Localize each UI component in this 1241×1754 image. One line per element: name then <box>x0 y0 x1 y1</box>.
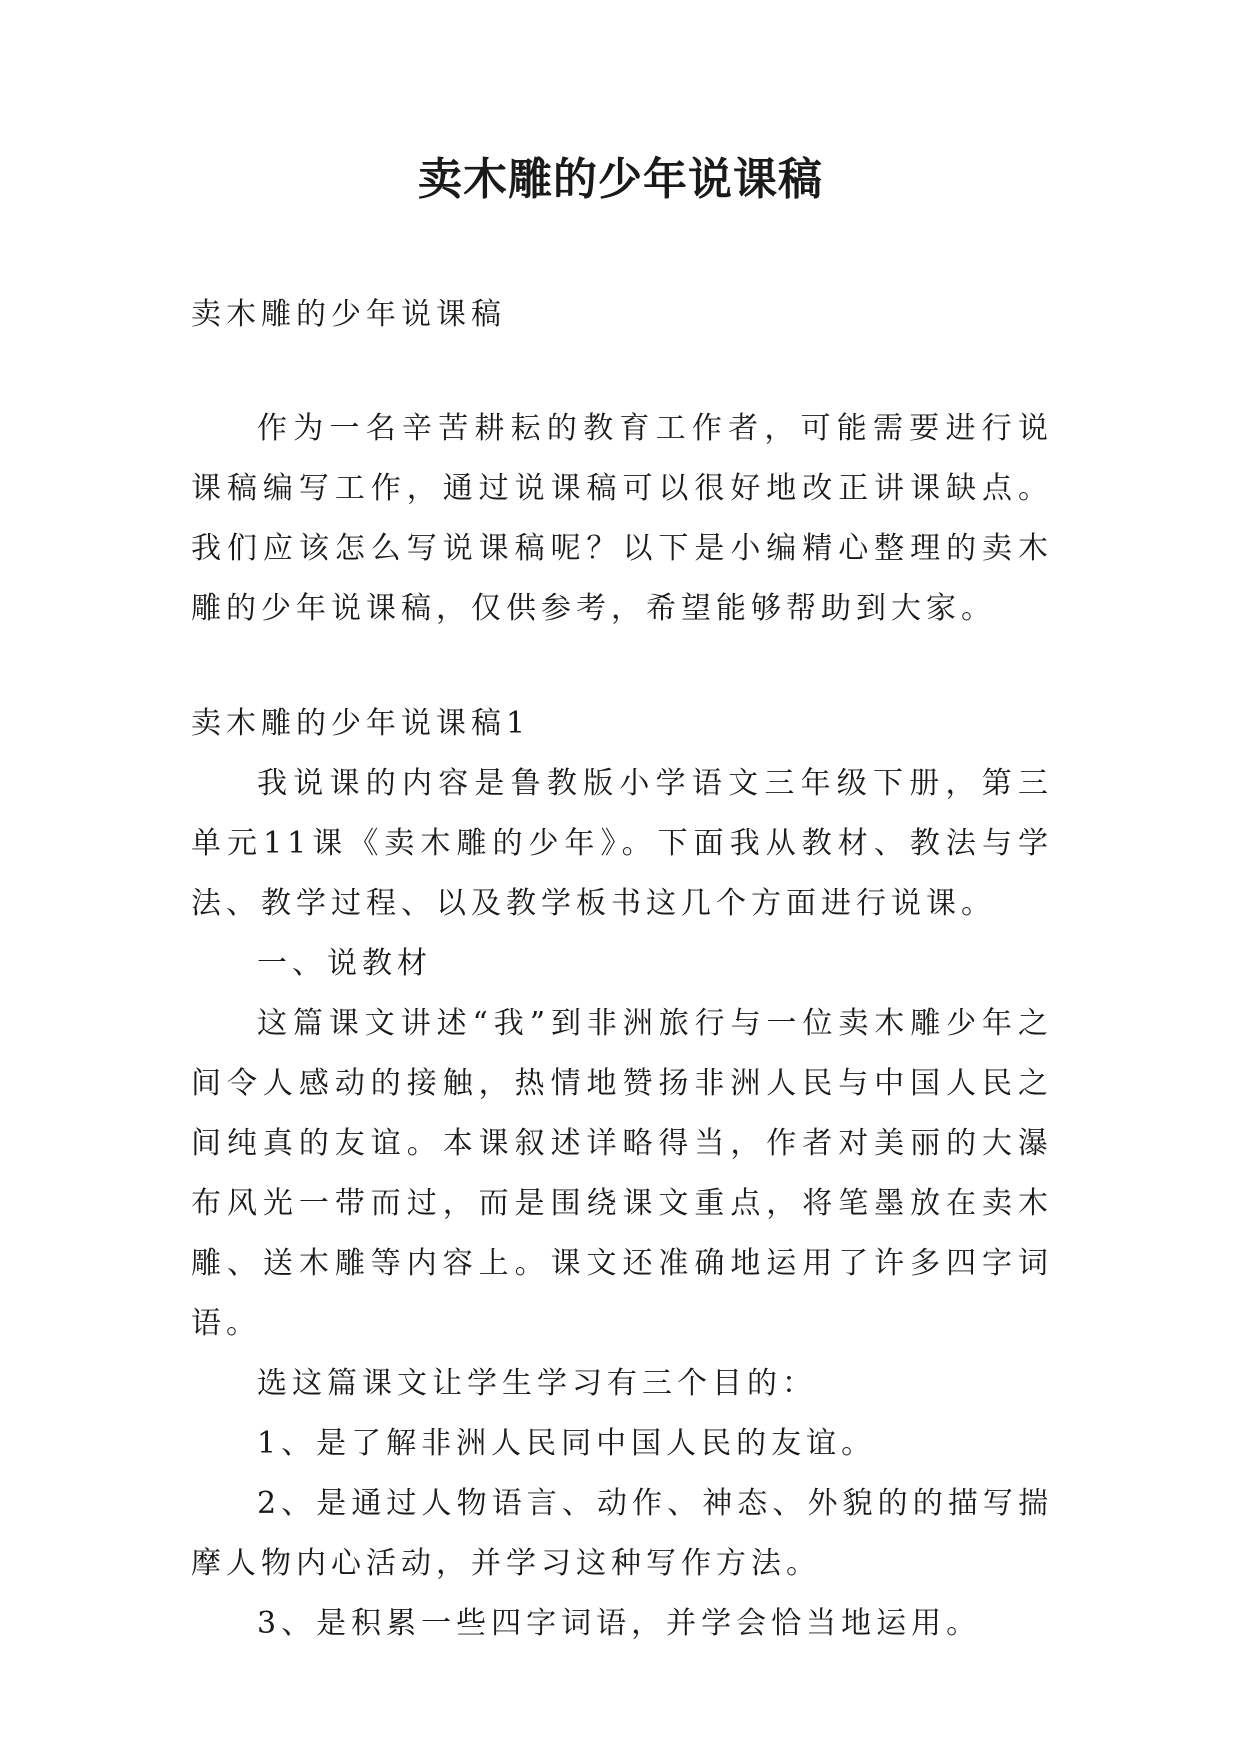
body-paragraph: 选这篇课文让学生学习有三个目的： <box>257 1366 817 1401</box>
subtitle: 卖木雕的少年说课稿 <box>191 297 506 332</box>
section-subheading: 一、说教材 <box>257 946 432 981</box>
intro-paragraph: 作为一名辛苦耕耘的教育工作者，可能需要进行说课稿编写工作，通过说课稿可以很好地改正讲课缺点。我们应该怎么写说课稿呢？以下是小编精心整理的卖木雕的少年说课稿，仅供参考，希望能够帮助到大家。 <box>191 411 1053 626</box>
body-paragraph: 这篇课文讲述“我”到非洲旅行与一位卖木雕少年之间令人感动的接触，热情地赞扬非洲人民与中国人民之间纯真的友谊。本课叙述详略得当，作者对美丽的大瀑布风光一带而过，而是围绕课文重点，将笔墨放在卖木雕、送木雕等内容上。课文还准确地运用了许多四字词语。 <box>191 1006 1053 1341</box>
document-body <box>191 285 1053 1654</box>
section-heading: 卖木雕的少年说课稿1 <box>191 706 531 741</box>
list-item: 3、是积累一些四字词语，并学会恰当地运用。 <box>257 1606 982 1641</box>
body-paragraph: 我说课的内容是鲁教版小学语文三年级下册，第三单元11课《卖木雕的少年》。下面我从教材、教法与学法、教学过程、以及教学板书这几个方面进行说课。 <box>191 766 1053 921</box>
list-item: 2、是通过人物语言、动作、神态、外貌的的描写揣摩人物内心活动，并学习这种写作方法。 <box>191 1486 1053 1581</box>
document-title: 卖木雕的少年说课稿 <box>418 154 823 205</box>
list-item: 1、是了解非洲人民同中国人民的友谊。 <box>257 1426 877 1461</box>
